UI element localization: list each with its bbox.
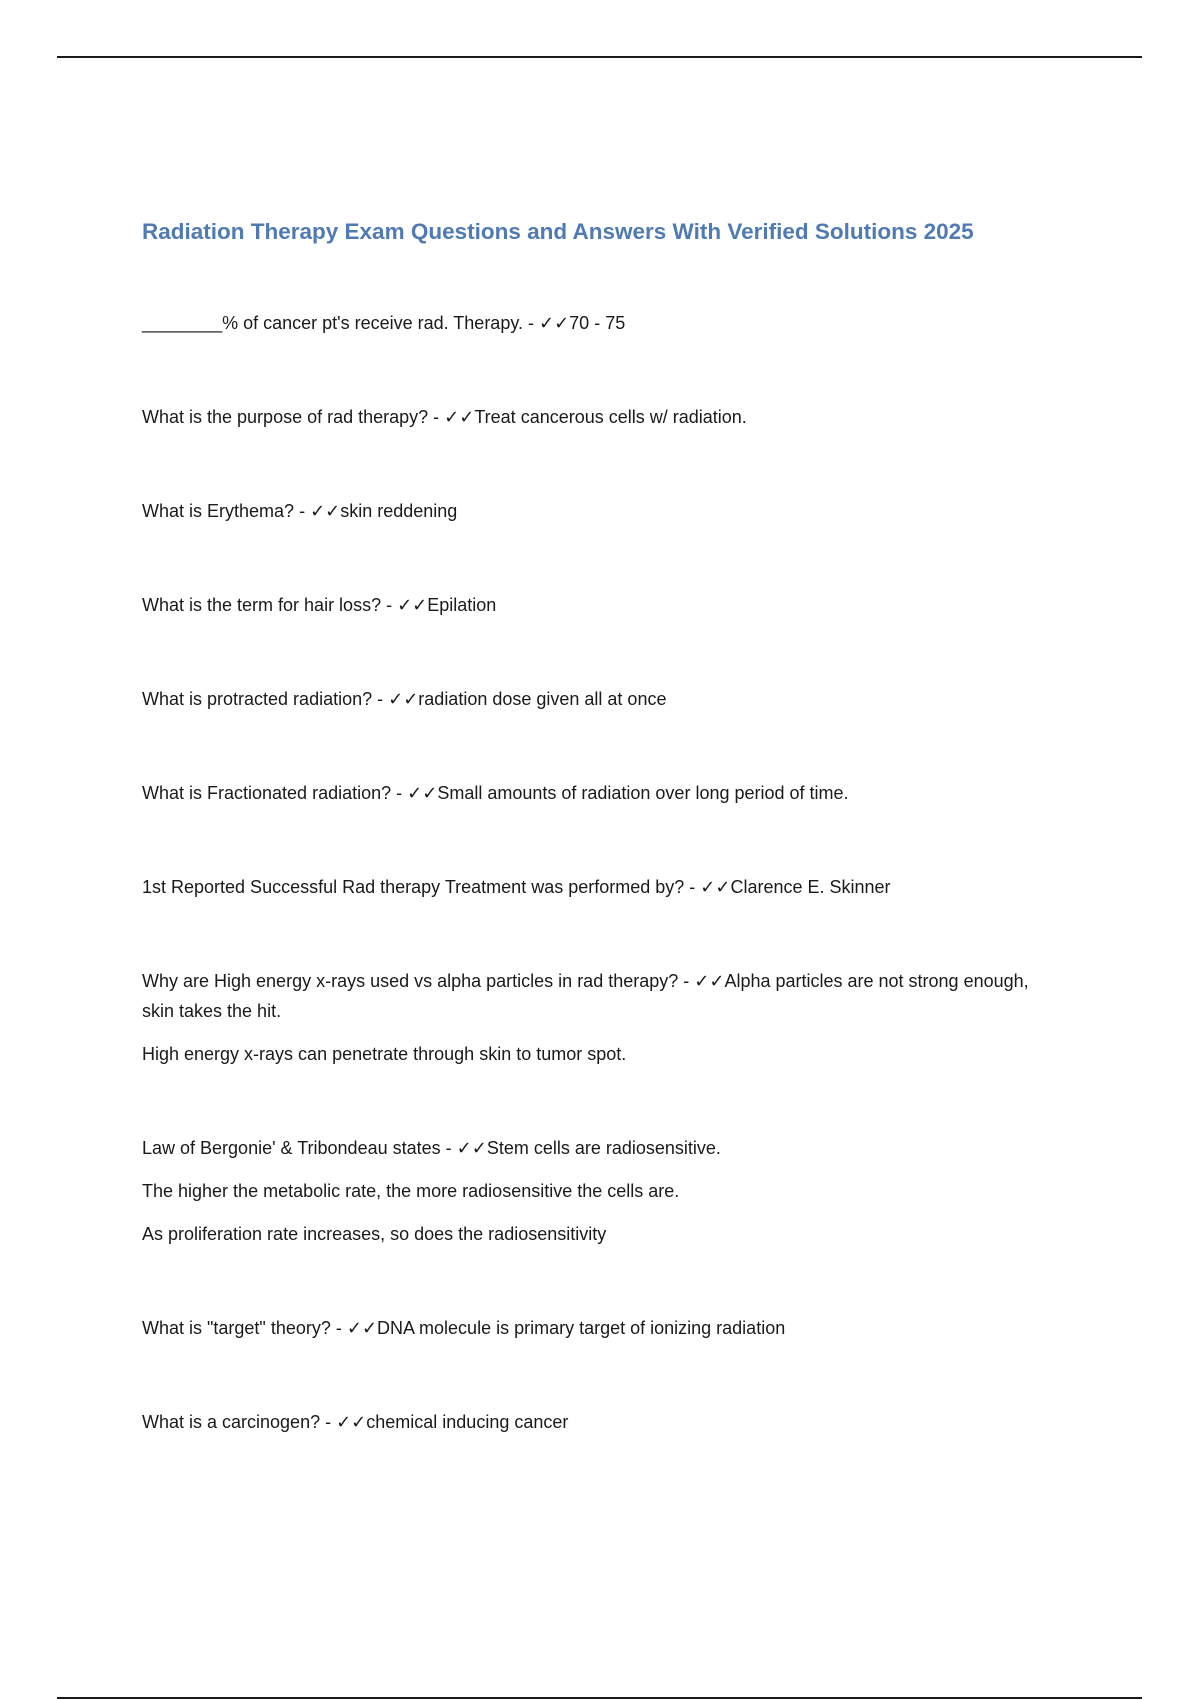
answer-text: Stem cells are radiosensitive. xyxy=(486,1138,721,1158)
answer-continuation: The higher the metabolic rate, the more radiosensitive the cells are. xyxy=(142,1181,680,1201)
qa-line xyxy=(142,966,1062,1026)
separator: - xyxy=(684,877,701,897)
qa-line xyxy=(142,308,1062,338)
separator: - xyxy=(294,501,311,521)
double-check-icon: ✓✓ xyxy=(407,783,438,803)
answer-text: Treat cancerous cells w/ radiation. xyxy=(474,407,747,427)
question-text: What is a carcinogen? xyxy=(142,1412,321,1432)
answer-text: DNA molecule is primary target of ionizing radiation xyxy=(377,1318,786,1338)
answer-continuation: As proliferation rate increases, so does the radiosensitivity xyxy=(142,1224,607,1244)
double-check-icon: ✓✓ xyxy=(310,501,341,521)
answer-text: Clarence E. Skinner xyxy=(730,877,891,897)
answer-continuation: High energy x-rays can penetrate through skin to tumor spot. xyxy=(142,1044,627,1064)
question-text: What is the term for hair loss? xyxy=(142,595,382,615)
answer-text: 70 - 75 xyxy=(569,313,626,333)
question-text: What is protracted radiation? xyxy=(142,689,373,709)
top-rule xyxy=(57,56,1142,58)
answer-text: Epilation xyxy=(427,595,497,615)
answer-text: radiation dose given all at once xyxy=(418,689,667,709)
qa-line xyxy=(142,872,1062,902)
qa-item xyxy=(142,402,1062,432)
qa-line xyxy=(142,590,1062,620)
double-check-icon: ✓✓ xyxy=(336,1412,367,1432)
double-check-icon: ✓✓ xyxy=(346,1318,378,1338)
answer-text: skin reddening xyxy=(340,501,458,521)
separator: - xyxy=(523,313,539,333)
separator: - xyxy=(330,1318,347,1338)
qa-item xyxy=(142,684,1062,714)
separator: - xyxy=(391,783,408,803)
qa-line xyxy=(142,402,1062,432)
question-text: What is the purpose of rad therapy? xyxy=(142,407,429,427)
qa-item xyxy=(142,1407,1062,1437)
qa-item xyxy=(142,1133,1062,1249)
document-body xyxy=(142,216,1062,1501)
qa-line xyxy=(142,496,1062,526)
double-check-icon: ✓✓ xyxy=(397,595,428,615)
qa-item xyxy=(142,308,1062,338)
qa-item xyxy=(142,1313,1062,1343)
separator: - xyxy=(440,1138,457,1158)
qa-item xyxy=(142,590,1062,620)
double-check-icon: ✓✓ xyxy=(694,971,725,991)
qa-item xyxy=(142,872,1062,902)
separator: - xyxy=(320,1412,337,1432)
question-text: ________% of cancer pt's receive rad. Therapy. xyxy=(142,313,523,333)
answer-text: chemical inducing cancer xyxy=(366,1412,569,1432)
answer-text: Small amounts of radiation over long period of time. xyxy=(437,783,849,803)
question-text: Why are High energy x-rays used vs alpha particles in rad therapy? xyxy=(142,971,679,991)
double-check-icon: ✓✓ xyxy=(444,407,475,427)
double-check-icon: ✓✓ xyxy=(539,313,570,333)
question-text: What is "target" theory? xyxy=(142,1318,331,1338)
qa-line xyxy=(142,1407,1062,1437)
question-text: What is Erythema? xyxy=(142,501,295,521)
qa-line xyxy=(142,1133,1062,1163)
question-text: Law of Bergonie' & Tribondeau states xyxy=(142,1138,441,1158)
qa-line xyxy=(142,684,1062,714)
qa-line xyxy=(142,778,1062,808)
separator: - xyxy=(381,595,398,615)
qa-item xyxy=(142,778,1062,808)
separator: - xyxy=(678,971,695,991)
question-text: 1st Reported Successful Rad therapy Treatment was performed by? xyxy=(142,877,685,897)
qa-item xyxy=(142,966,1062,1069)
qa-line xyxy=(142,1313,1062,1343)
double-check-icon: ✓✓ xyxy=(700,877,731,897)
double-check-icon: ✓✓ xyxy=(388,689,419,709)
qa-list xyxy=(142,308,1062,1437)
separator: - xyxy=(372,689,389,709)
answer-text: Alpha particles are not strong enough, skin takes the hit. xyxy=(142,971,1029,1021)
qa-item xyxy=(142,496,1062,526)
double-check-icon: ✓✓ xyxy=(456,1138,487,1158)
separator: - xyxy=(428,407,445,427)
document-title: Radiation Therapy Exam Questions and Answers With Verified Solutions 2025 xyxy=(142,219,974,244)
bottom-rule xyxy=(57,1697,1142,1699)
question-text: What is Fractionated radiation? xyxy=(142,783,392,803)
